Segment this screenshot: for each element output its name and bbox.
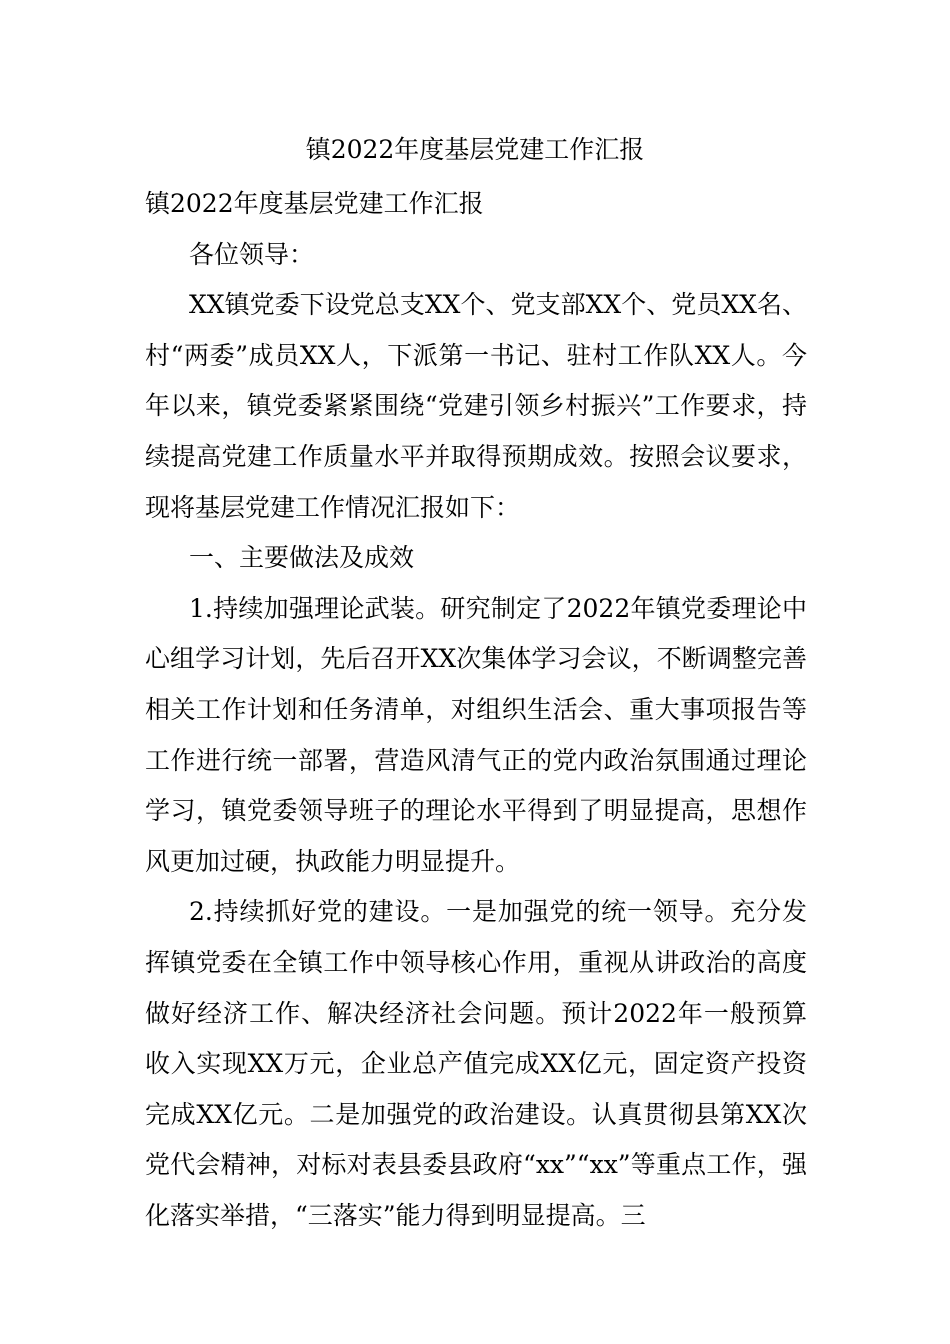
paragraph-item-1: 1.持续加强理论武装。研究制定了2022年镇党委理论中心组学习计划，先后召开XX次集体学习会议，不断调整完善相关工作计划和任务清单，对组织生活会、重大事项报告等工作进行统一部署，营造风清气正的党内政治氛围通过理论学习，镇党委领导班子的理论水平得到了明显提高，思想作风更加过硬，执政能力明显提升。 <box>145 593 807 876</box>
salutation: 各位领导： <box>189 239 315 269</box>
intro-paragraph: XX镇党委下设党总支XX个、党支部XX个、党员XX名、村“两委”成员XX人，下派第一书记、驻村工作队XX人。今年以来，镇党委紧紧围绕“党建引领乡村振兴”工作要求，持续提高党建工作质量水平并取得预期成效。按照会议要求，现将基层党建工作情况汇报如下： <box>145 290 807 522</box>
document-body <box>145 179 807 1241</box>
document-subtitle: 镇2022年度基层党建工作汇报 <box>145 189 484 218</box>
section-heading: 一、主要做法及成效 <box>189 543 415 573</box>
paragraph-item-2: 2.持续抓好党的建设。一是加强党的统一领导。充分发挥镇党委在全镇工作中领导核心作用，重视从讲政治的高度做好经济工作、解决经济社会问题。预计2022年一般预算收入实现XX万元，企业总产值完成XX亿元，固定资产投资完成XX亿元。二是加强党的政治建设。认真贯彻县第XX次党代会精神，对标对表县委县政府“xx”“xx”等重点工作，强化落实举措，“三落实”能力得到明显提高。三 <box>145 897 807 1230</box>
document-title: 镇2022年度基层党建工作汇报 <box>305 135 645 164</box>
